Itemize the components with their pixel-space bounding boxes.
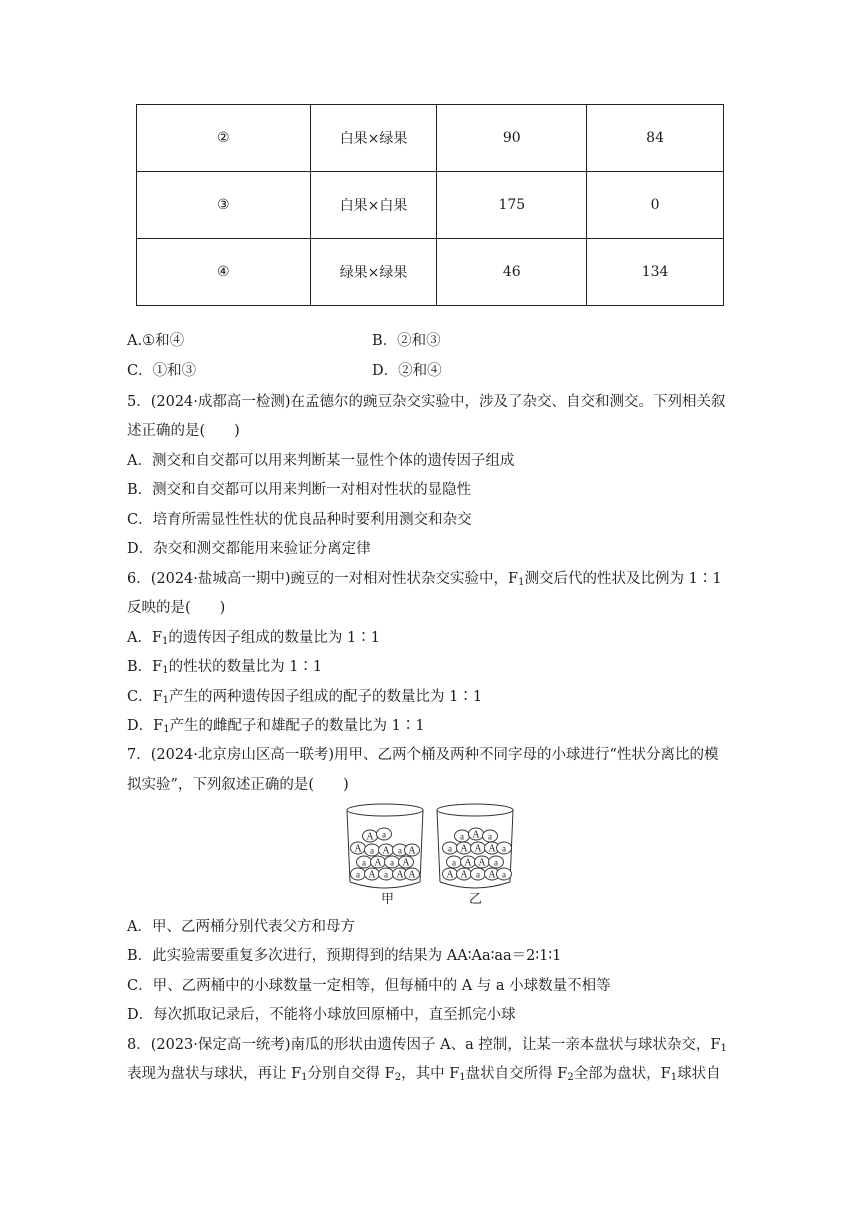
- table-cell: 84: [587, 105, 724, 172]
- ball-letter: A: [478, 857, 486, 869]
- q6-option-a: [127, 628, 380, 652]
- q7-option-d: D．每次抓取记录后，不能将小球放回原桶中，直至抓完小球: [127, 1007, 516, 1023]
- q8-stem-text: 表现为盘状与球状，再让 F: [127, 1066, 302, 1082]
- q8-stem-text: ，其中 F: [401, 1066, 460, 1082]
- table-cell: 46: [437, 239, 587, 306]
- buckets-figure: [340, 800, 520, 910]
- ball-letter: A: [402, 857, 410, 869]
- q8-stem-text: 全部为盘状，F: [573, 1066, 671, 1082]
- q8-stem-line1: [127, 1035, 727, 1059]
- q6-stem-text: 测交后代的性状及比例为 1∶1: [524, 571, 722, 587]
- ball-letter: A: [408, 869, 416, 881]
- q5-stem-line2: 述正确的是( ): [127, 423, 240, 439]
- ball-letter: a: [452, 857, 456, 868]
- subscript: 1: [301, 1072, 308, 1083]
- q8-stem-text: 8．(2023·保定高一统考)南瓜的形状由遗传因子 A、a 控制，让某一亲本盘状与球状杂交，F: [127, 1037, 721, 1053]
- q5-option-a: A．测交和自交都可以用来判断某一显性个体的遗传因子组成: [127, 453, 515, 469]
- ball-letter: A: [446, 869, 454, 881]
- q6-option-d: [127, 716, 425, 740]
- subscript: 2: [567, 1072, 574, 1083]
- table-cell: 175: [437, 172, 587, 239]
- ball-letter: A: [460, 843, 468, 855]
- option-text: C．F: [127, 689, 163, 705]
- q7-option-b: B．此实验需要重复多次进行，预期得到的结果为 AA∶Aa∶aa＝2∶1∶1: [127, 948, 562, 964]
- ball-letter: a: [384, 869, 388, 880]
- ball-letter: A: [366, 831, 374, 843]
- q4-option-d: D．②和④: [372, 363, 442, 379]
- table-cell: 134: [587, 239, 724, 306]
- q8-stem-text: 盘状自交所得 F: [465, 1066, 568, 1082]
- ball-letter: a: [370, 845, 374, 856]
- q6-stem-text: 6．(2024·盐城高一期中)豌豆的一对相对性状杂交实验中，F: [127, 571, 519, 587]
- q7-option-c: C．甲、乙两桶中的小球数量一定相等，但每桶中的 A 与 a 小球数量不相等: [127, 978, 611, 994]
- q4-option-a: A.①和④: [127, 333, 185, 349]
- option-text: 的遗传因子组成的数量比为 1∶1: [168, 630, 380, 646]
- ball-letter: A: [382, 845, 390, 857]
- option-text: B．F: [127, 659, 163, 675]
- table-row: [137, 239, 724, 306]
- ball-letter: a: [448, 843, 452, 854]
- option-text: 产生的雌配子和雄配子的数量比为 1∶1: [169, 718, 425, 734]
- ball-letter: a: [356, 869, 360, 880]
- q5-option-d: D．杂交和测交都能用来验证分离定律: [127, 541, 371, 557]
- subscript: 1: [720, 1043, 727, 1054]
- figure-label-yi: 乙: [469, 892, 483, 907]
- subscript: 1: [459, 1072, 466, 1083]
- ball-letter: A: [354, 843, 362, 855]
- ball-letter: a: [502, 869, 506, 880]
- ball-letter: A: [474, 843, 482, 855]
- option-text: 产生的两种遗传因子组成的配子的数量比为 1∶1: [169, 689, 483, 705]
- table-row: [137, 172, 724, 239]
- ball-letter: a: [476, 869, 480, 880]
- ball-letter: A: [460, 869, 468, 881]
- ball-letter: a: [362, 857, 366, 868]
- cross-results-table: [136, 104, 724, 306]
- q5-stem-line1: 5．(2024·成都高一检测)在孟德尔的豌豆杂交实验中，涉及了杂交、自交和测交。下列相关叙: [127, 394, 726, 410]
- subscript: 1: [670, 1072, 678, 1083]
- subscript: 1: [162, 636, 169, 647]
- q4-option-c: C．①和③: [127, 363, 197, 379]
- q6-option-b: [127, 657, 322, 681]
- table-cell: ④: [137, 239, 311, 306]
- subscript: 1: [162, 665, 169, 676]
- q6-option-c: [127, 687, 482, 711]
- ball-letter: A: [368, 869, 376, 881]
- ball-letter: a: [502, 843, 506, 854]
- q5-option-c: C．培育所需显性性状的优良品种时要利用测交和杂交: [127, 512, 472, 528]
- table-cell: 白果×绿果: [310, 105, 437, 172]
- q6-stem-line2: 反映的是( ): [127, 600, 226, 616]
- option-text: 的性状的数量比为 1∶1: [168, 659, 323, 675]
- q7-stem-line1: 7．(2024·北京房山区高一联考)用甲、乙两个桶及两种不同字母的小球进行“性状分离比的模: [127, 747, 719, 763]
- table-cell: 绿果×绿果: [310, 239, 437, 306]
- figure-label-jia: 甲: [381, 892, 395, 907]
- table-cell: ②: [137, 105, 311, 172]
- q8-stem-text: 分别自交得 F: [307, 1066, 395, 1082]
- balls-group: [351, 828, 512, 881]
- subscript: 1: [163, 724, 170, 735]
- ball-letter: a: [382, 829, 386, 840]
- q5-option-b: B．测交和自交都可以用来判断一对相对性状的显隐性: [127, 482, 472, 498]
- ball-letter: A: [374, 857, 382, 869]
- subscript: 1: [162, 695, 170, 706]
- q7-option-a: A．甲、乙两桶分别代表父方和母方: [127, 919, 355, 935]
- subscript: 1: [518, 577, 525, 588]
- ball-letter: A: [464, 857, 472, 869]
- option-text: A．F: [127, 630, 163, 646]
- q8-stem-text: 球状自: [677, 1066, 721, 1082]
- table-cell: 90: [437, 105, 587, 172]
- q8-stem-line2: [127, 1064, 721, 1088]
- option-text: D．F: [127, 718, 164, 734]
- ball-letter: A: [408, 845, 416, 857]
- ball-letter: a: [398, 845, 402, 856]
- ball-letter: A: [472, 829, 480, 841]
- q6-stem-line1: [127, 569, 722, 593]
- ball-letter: a: [460, 831, 464, 842]
- ball-letter: A: [488, 843, 496, 855]
- ball-letter: a: [488, 831, 492, 842]
- ball-letter: a: [494, 857, 498, 868]
- table-row: [137, 105, 724, 172]
- ball-letter: A: [488, 869, 496, 881]
- table-cell: 白果×白果: [310, 172, 437, 239]
- ball-letter: a: [390, 857, 394, 868]
- table-cell: ③: [137, 172, 311, 239]
- subscript: 2: [394, 1072, 402, 1083]
- table-cell: 0: [587, 172, 724, 239]
- q7-stem-line2: 拟实验”，下列叙述正确的是( ): [127, 777, 349, 793]
- ball-letter: A: [396, 869, 404, 881]
- q4-option-b: B．②和③: [372, 333, 441, 349]
